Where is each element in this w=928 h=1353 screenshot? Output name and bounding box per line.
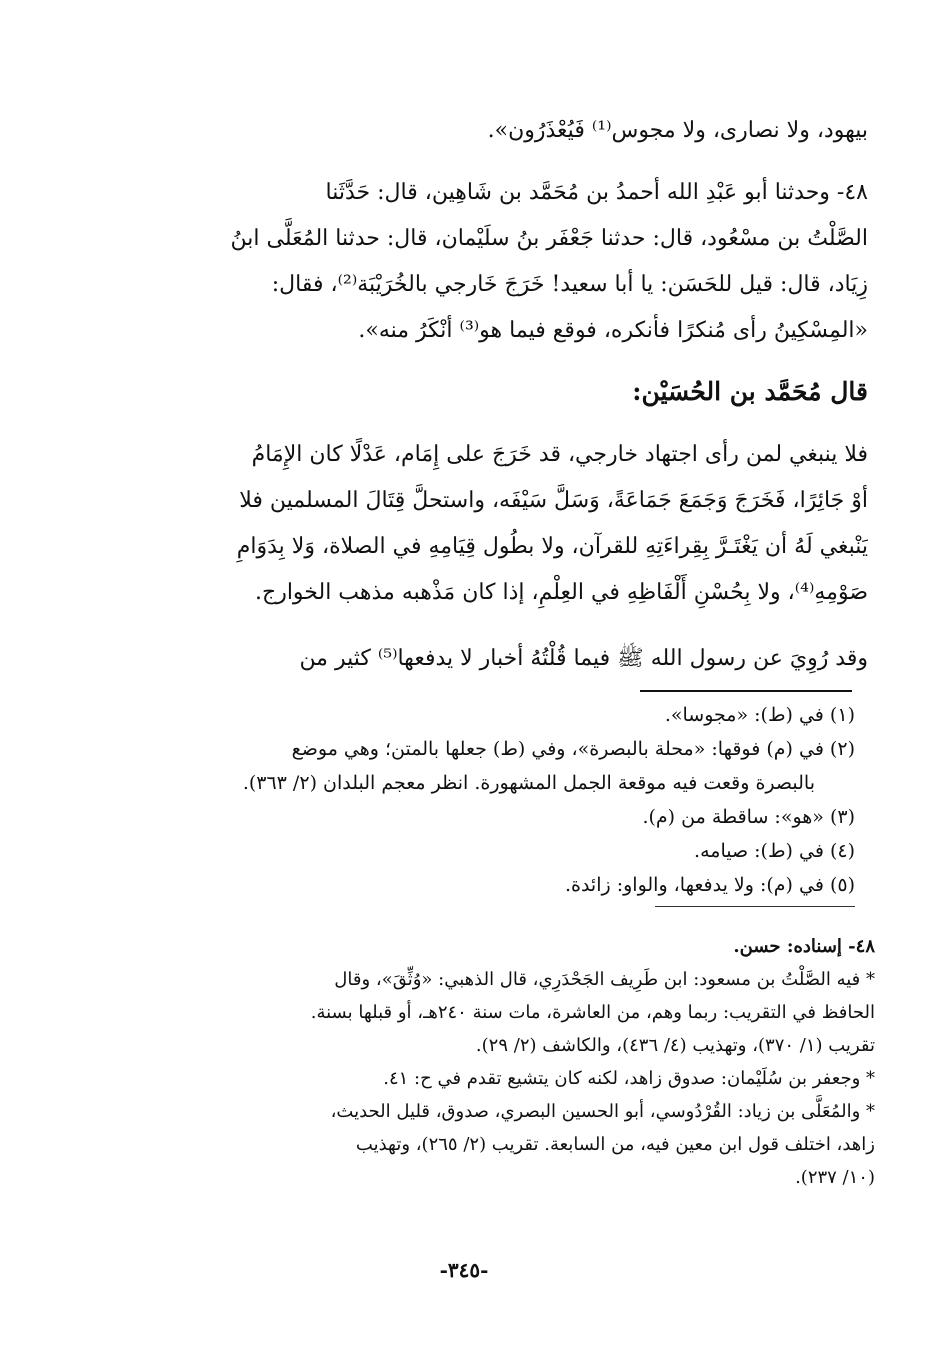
text-line: يَنْبغي لَهُ أن يَغْتَـرَّ بِقِراءَتِهِ للقرآن، ولا بطُول قِيَامِهِ في الصلاة، وَلا بِدَوَامِ [236, 534, 868, 559]
footnote-1: (١) في (ط): «مجوسا». [664, 704, 855, 726]
footnote-4: (٤) في (ط): صيامه. [694, 840, 855, 862]
paragraph-2 [150, 432, 868, 616]
hadith-48 [150, 170, 868, 354]
note-line: * وجعفر بن سُلَيْمان: صدوق زاهد، لكنه كان يتشيع تقدم في ح: ٤١. [383, 1068, 875, 1089]
footnotes [155, 698, 855, 902]
note-line: الحافظ في التقريب: ربما وهم، من العاشرة، مات سنة ٢٤٠هـ، أو قبلها بسنة. [310, 1002, 875, 1023]
isnad-title: ٤٨- إسناده: حسن. [733, 936, 875, 957]
note-line: * فيه الصَّلْتُ بن مسعود: ابن طَرِيف الجَحْدَرِي، قال الذهبي: «وُثِّقَ»، وقال [334, 969, 875, 990]
paragraph-1-end [150, 108, 868, 154]
text-line: أوْ جَائِرًا، فَخَرَجَ وَجَمَعَ جَمَاعَةً، وَسَلَّ سَيْفَه، واستحلَّ قِتَالَ المسلمين فلا [239, 488, 868, 513]
isnad-notes [155, 930, 875, 1194]
page-number: -٣٤٥- [439, 1258, 489, 1282]
note-line: زاهد، اختلف قول ابن معين فيه، من السابعة. تقريب (٢/ ٢٦٥)، وتهذيب [355, 1134, 875, 1155]
note-line: (١٠/ ٢٣٧). [795, 1167, 875, 1188]
text-line: ٤٨- وحدثنا أبو عَبْدِ الله أحمدُ بن مُحَمَّد بن شَاهِين، قال: حَدَّثَنا [325, 180, 868, 205]
section-heading: قال مُحَمَّد بن الحُسَيْن: [632, 377, 868, 406]
footnote-3: (٣) «هو»: ساقطة من (م). [642, 806, 855, 828]
footnote-2-continuation: بالبصرة وقعت فيه موقعة الجمل المشهورة. انظر معجم البلدان (٢/ ٣٦٣). [242, 772, 815, 794]
text-line: بيهود، ولا نصارى، ولا مجوس⁽¹⁾ فَيُعْذَرُون». [487, 118, 868, 143]
text-line: زِيَاد، قال: قيل للحَسَن: يا أبا سعيد! خَرَجَ خَارجي بالخُرَيْبَة⁽²⁾، فقال: [271, 272, 868, 297]
note-line: تقريب (١/ ٣٧٠)، وتهذيب (٤/ ٤٣٦)، والكاشف (٢/ ٢٩). [475, 1035, 875, 1056]
footnote-end-rule [655, 906, 855, 907]
footnote-5: (٥) في (م): ولا يدفعها، والواو: زائدة. [564, 874, 855, 896]
text-line: الصَّلْتُ بن مسْعُود، قال: حدثنا جَعْفَر بنُ سلَيْمان، قال: حدثنا المُعَلَّى ابنُ [230, 226, 868, 251]
text-line: صَوْمِهِ⁽⁴⁾، ولا بِحُسْنِ أَلْفَاظِهِ في العِلْمِ، إذا كان مَذْهبه مذهب الخوارج. [255, 580, 868, 605]
paragraph-3 [150, 636, 868, 682]
text-line: وقد رُوِيَ عن رسول الله ﷺ فيما قُلْتُهُ أخبار لا يدفعها⁽⁵⁾ كثير من [299, 646, 868, 671]
footnote-separator [640, 690, 852, 692]
text-line: «المِسْكِينُ رأى مُنكرًا فأنكره، فوقع فيما هو⁽³⁾ أنْكَرُ منه». [358, 318, 868, 343]
text-line: فلا ينبغي لمن رأى اجتهاد خارجي، قد خَرَجَ على إِمَام، عَدْلًا كان الإِمَامُ [251, 442, 868, 467]
footnote-2: (٢) في (م) فوقها: «محلة بالبصرة»، وفي (ط) جعلها بالمتن؛ وهي موضع [291, 738, 855, 760]
note-line: * والمُعَلَّى بن زياد: القُرْدُوسي، أبو الحسين البصري، صدوق، قليل الحديث، [330, 1101, 875, 1122]
